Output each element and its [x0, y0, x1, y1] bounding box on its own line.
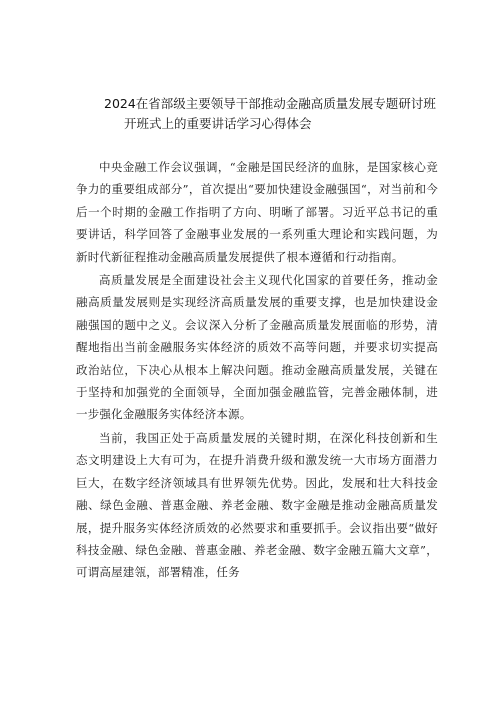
document-body [76, 156, 438, 585]
title-line-1: 2024在省部级主要领导干部推动金融高质量发展专题研讨班 [104, 96, 436, 111]
paragraph-3: 当前，我国正处于高质量发展的关键时期，在深化科技创新和生态文明建设上大有可为，在提升消费升级和激发统一大市场方面潜力巨大，在数字经济领域具有世界领先优势。因此，发展和壮大科技金融、绿色金融、普惠金融、养老金融、数字金融是推动金融高质量发展，提升服务实体经济质效的必然要求和重要抓手。会议指出要“做好科技金融、绿色金融、普惠金融、养老金融、数字金融五篇大文章”，可谓高屋建瓴，部署精准，任务 [76, 430, 438, 580]
title-line-2: 开班式上的重要讲话学习心得体会 [124, 116, 312, 131]
paragraph-2: 高质量发展是全面建设社会主义现代化国家的首要任务，推动金融高质量发展则是实现经济高质量发展的重要支撑，也是加快建设金融强国的题中之义。会议深入分析了金融高质量发展面临的形势，清醒地指出当前金融服务实体经济的质效不高等问题，并要求切实提高政治站位，下决心从根本上解决问题。推动金融高质量发展，关键在于坚持和加强党的全面领导，全面加强金融监管，完善金融体制，进一步强化金融服务实体经济本源。 [76, 273, 438, 422]
document-title [104, 94, 444, 134]
paragraph-1: 中央金融工作会议强调，“金融是国民经济的血脉，是国家核心竞争力的重要组成部分”，首次提出“要加快建设金融强国“，对当前和今后一个时期的金融工作指明了方向、明晰了部署。习近平总书记的重要讲话，科学回答了金融事业发展的一系列重大理论和实践问题，为新时代新征程推动金融高质量发展提供了根本遵循和行动指南。 [76, 160, 438, 264]
